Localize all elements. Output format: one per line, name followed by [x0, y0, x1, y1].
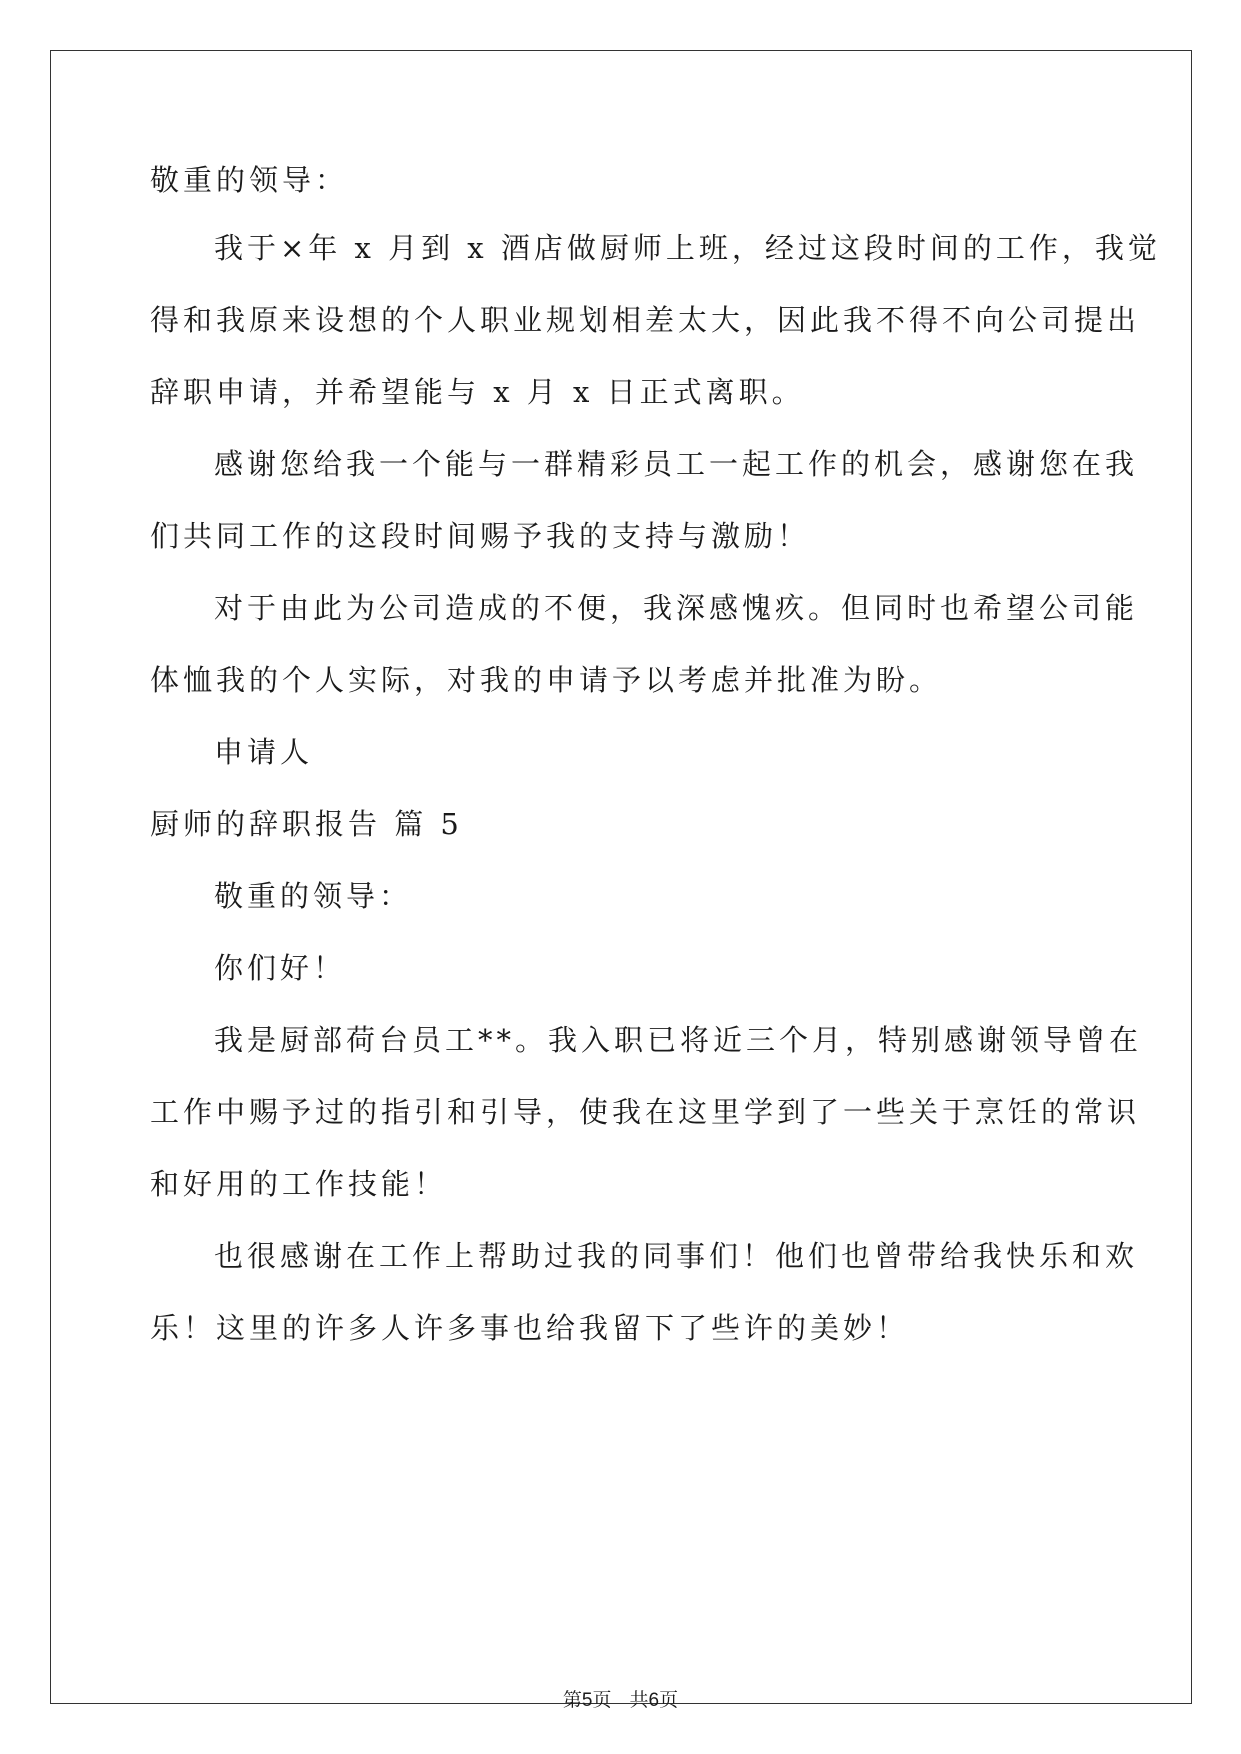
paragraph-line: 们共同工作的这段时间赐予我的支持与激励！	[150, 519, 811, 553]
paragraph-line: 我是厨部荷台员工**。我入职已将近三个月，特别感谢领导曾在	[214, 1023, 1143, 1057]
paragraph-line: 也很感谢在工作上帮助过我的同事们！他们也曾带给我快乐和欢	[214, 1239, 1139, 1273]
paragraph-line: 工作中赐予过的指引和引导，使我在这里学到了一些关于烹饪的常识	[150, 1095, 1141, 1129]
paragraph-line: 乐！这里的许多人许多事也给我留下了些许的美妙！	[150, 1311, 910, 1345]
greeting: 你们好！	[214, 951, 347, 985]
paragraph-line: 对于由此为公司造成的不便，我深感愧疚。但同时也希望公司能	[214, 591, 1139, 625]
salutation: 敬重的领导：	[214, 879, 413, 913]
signature-label: 申请人	[214, 735, 314, 769]
paragraph-line: 和好用的工作技能！	[150, 1167, 448, 1201]
total-prefix: 共	[629, 1689, 649, 1711]
page-prefix: 第	[562, 1689, 582, 1711]
page-suffix: 页	[592, 1689, 612, 1711]
total-page-number: 6	[648, 1690, 660, 1711]
paragraph-line: 辞职申请，并希望能与 x 月 x 日正式离职。	[150, 375, 805, 409]
paragraph-line: 体恤我的个人实际，对我的申请予以考虑并批准为盼。	[150, 663, 943, 697]
section-heading: 厨师的辞职报告 篇 5	[150, 807, 463, 841]
page-footer	[0, 1685, 1241, 1712]
total-suffix: 页	[659, 1689, 679, 1711]
current-page-number: 5	[581, 1690, 593, 1711]
salutation: 敬重的领导：	[150, 163, 349, 197]
paragraph-line: 感谢您给我一个能与一群精彩员工一起工作的机会，感谢您在我	[214, 447, 1139, 481]
paragraph-line: 得和我原来设想的个人职业规划相差太大，因此我不得不向公司提出	[150, 303, 1141, 337]
paragraph-line: 我于×年 x 月到 x 酒店做厨师上班，经过这段时间的工作，我觉	[214, 231, 1161, 265]
